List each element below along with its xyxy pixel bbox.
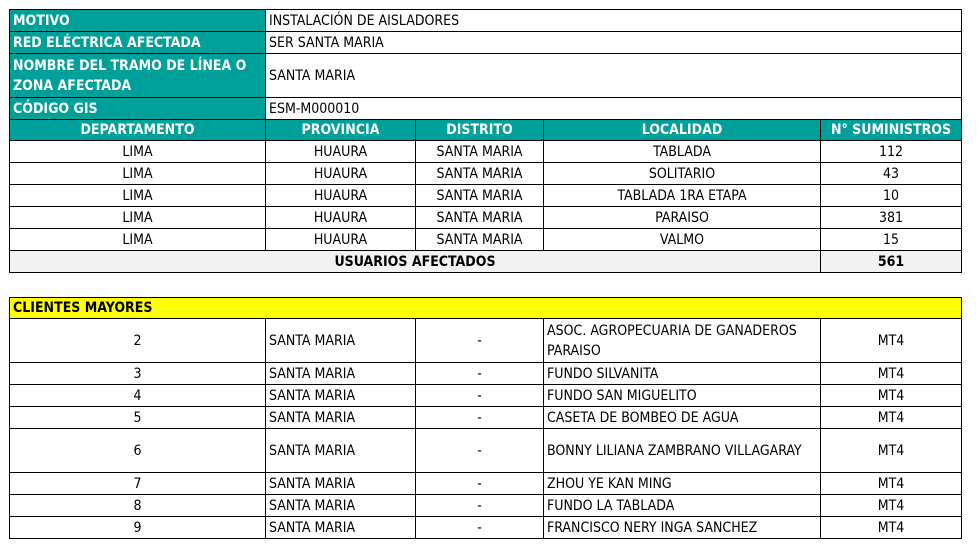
cell-cliente: FUNDO SILVANITA [544,363,821,385]
cell-suministros: 43 [821,163,962,185]
cell-cliente: CASETA DE BOMBEO DE AGUA [544,407,821,429]
cell-tarifa: MT4 [821,385,962,407]
cell-localidad: TABLADA [544,141,821,163]
cell-suministros: 10 [821,185,962,207]
cell-dash: - [416,517,544,539]
cell-distrito: SANTA MARIA [266,363,416,385]
cell-cliente: FUNDO LA TABLADA [544,495,821,517]
red-label: RED ELÉCTRICA AFECTADA [10,32,266,54]
cell-tarifa: MT4 [821,407,962,429]
total-value: 561 [821,251,962,273]
cell-localidad: SOLITARIO [544,163,821,185]
cell-departamento: LIMA [10,229,266,251]
tramo-value: SANTA MARIA [266,54,962,98]
cell-distrito: SANTA MARIA [266,517,416,539]
tramo-label: NOMBRE DEL TRAMO DE LÍNEA O ZONA AFECTADA [10,54,266,98]
table-row [10,185,962,207]
cell-dash: - [416,429,544,473]
cell-provincia: HUAURA [266,141,416,163]
header-localidad: LOCALIDAD [544,120,821,141]
gis-value: ESM-M000010 [266,98,962,120]
total-label: USUARIOS AFECTADOS [10,251,821,273]
cell-localidad: TABLADA 1RA ETAPA [544,185,821,207]
table-row [10,229,962,251]
header-suministros: N° SUMINISTROS [821,120,962,141]
table-row [10,207,962,229]
header-distrito: DISTRITO [416,120,544,141]
cell-provincia: HUAURA [266,163,416,185]
cell-suministros: 112 [821,141,962,163]
cell-distrito: SANTA MARIA [266,429,416,473]
cell-dash: - [416,385,544,407]
cell-cliente: ASOC. AGROPECUARIA DE GANADEROS PARAISO [544,319,821,363]
affected-supply-table [9,9,962,273]
cell-cliente: BONNY LILIANA ZAMBRANO VILLAGARAY [544,429,821,473]
cell-number: 6 [10,429,266,473]
major-clients-table [9,297,962,539]
table-row [10,141,962,163]
cell-number: 2 [10,319,266,363]
header-departamento: DEPARTAMENTO [10,120,266,141]
cell-cliente: ZHOU YE KAN MING [544,473,821,495]
cell-tarifa: MT4 [821,429,962,473]
cell-provincia: HUAURA [266,229,416,251]
gis-row [10,98,962,120]
gis-label: CÓDIGO GIS [10,98,266,120]
table-row [10,517,962,539]
table-row [10,363,962,385]
cell-dash: - [416,319,544,363]
cell-localidad: PARAISO [544,207,821,229]
cell-tarifa: MT4 [821,473,962,495]
cell-provincia: HUAURA [266,185,416,207]
cell-distrito: SANTA MARIA [416,141,544,163]
motivo-label: MOTIVO [10,10,266,32]
cell-distrito: SANTA MARIA [416,207,544,229]
cell-departamento: LIMA [10,141,266,163]
cell-distrito: SANTA MARIA [416,185,544,207]
red-row [10,32,962,54]
cell-tarifa: MT4 [821,319,962,363]
cell-number: 8 [10,495,266,517]
header-provincia: PROVINCIA [266,120,416,141]
motivo-value: INSTALACIÓN DE AISLADORES [266,10,962,32]
cell-number: 9 [10,517,266,539]
table-row [10,385,962,407]
cell-distrito: SANTA MARIA [266,385,416,407]
cell-dash: - [416,495,544,517]
table-row [10,495,962,517]
supply-header-row [10,120,962,141]
cell-dash: - [416,363,544,385]
cell-dash: - [416,407,544,429]
cell-number: 3 [10,363,266,385]
cell-number: 5 [10,407,266,429]
cell-distrito: SANTA MARIA [266,319,416,363]
red-value: SER SANTA MARIA [266,32,962,54]
cell-tarifa: MT4 [821,517,962,539]
cell-suministros: 381 [821,207,962,229]
cell-localidad: VALMO [544,229,821,251]
cell-departamento: LIMA [10,163,266,185]
cell-dash: - [416,473,544,495]
cell-distrito: SANTA MARIA [266,495,416,517]
cell-number: 7 [10,473,266,495]
cell-tarifa: MT4 [821,363,962,385]
cell-provincia: HUAURA [266,207,416,229]
cell-departamento: LIMA [10,207,266,229]
major-clients-title-row [10,298,962,319]
cell-distrito: SANTA MARIA [266,407,416,429]
table-row [10,407,962,429]
table-row [10,319,962,363]
cell-tarifa: MT4 [821,495,962,517]
cell-departamento: LIMA [10,185,266,207]
cell-number: 4 [10,385,266,407]
cell-distrito: SANTA MARIA [416,163,544,185]
tramo-row [10,54,962,98]
cell-cliente: FRANCISCO NERY INGA SANCHEZ [544,517,821,539]
cell-distrito: SANTA MARIA [266,473,416,495]
table-row [10,429,962,473]
motivo-row [10,10,962,32]
table-row [10,473,962,495]
major-clients-title: CLIENTES MAYORES [10,298,962,319]
cell-suministros: 15 [821,229,962,251]
cell-distrito: SANTA MARIA [416,229,544,251]
cell-cliente: FUNDO SAN MIGUELITO [544,385,821,407]
total-row [10,251,962,273]
table-row [10,163,962,185]
